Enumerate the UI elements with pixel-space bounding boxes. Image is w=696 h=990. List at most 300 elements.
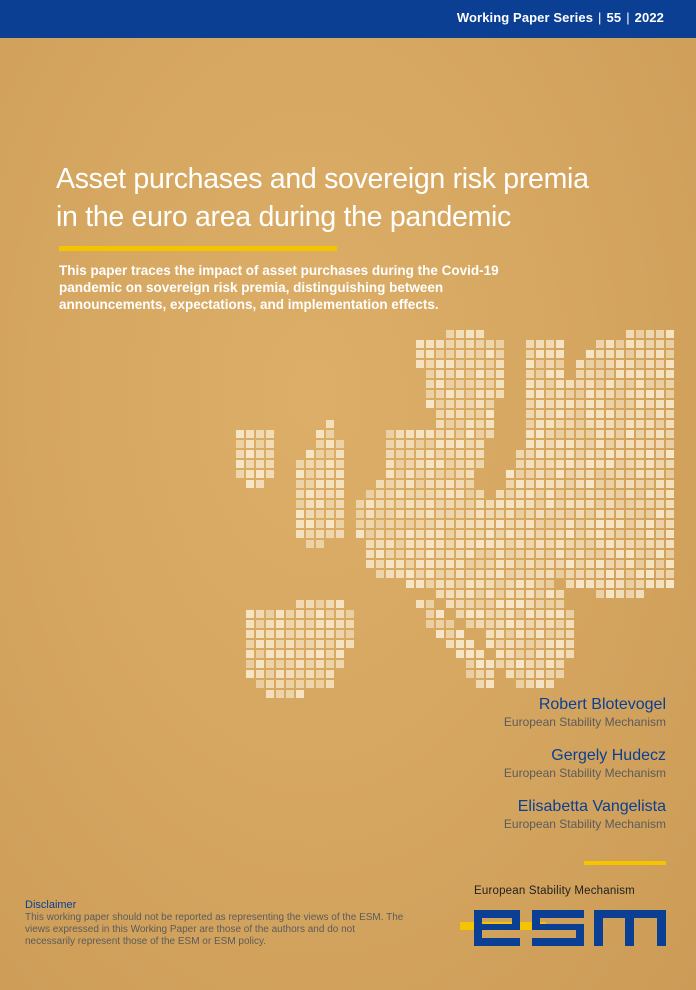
map-dot [476, 400, 484, 408]
map-dot [456, 410, 464, 418]
map-dot [536, 580, 544, 588]
map-dot [326, 520, 334, 528]
map-dot [316, 470, 324, 478]
map-dot [246, 450, 254, 458]
map-dot [506, 610, 514, 618]
map-dot [576, 570, 584, 578]
map-dot [266, 690, 274, 698]
map-dot [416, 350, 424, 358]
map-dot [586, 390, 594, 398]
map-dot [596, 490, 604, 498]
map-dot [436, 540, 444, 548]
map-dot [666, 340, 674, 348]
map-dot [556, 400, 564, 408]
map-dot [586, 360, 594, 368]
map-dot [646, 470, 654, 478]
map-dot [396, 460, 404, 468]
map-dot [276, 620, 284, 628]
map-dot [596, 590, 604, 598]
map-dot [486, 560, 494, 568]
map-dot [566, 640, 574, 648]
map-dot [546, 520, 554, 528]
map-dot [316, 460, 324, 468]
map-dot [436, 440, 444, 448]
map-dot [556, 570, 564, 578]
map-dot [356, 520, 364, 528]
map-dot [516, 510, 524, 518]
title-underline [59, 246, 337, 251]
map-dot [486, 400, 494, 408]
map-dot [246, 470, 254, 478]
map-dot [426, 390, 434, 398]
map-dot [536, 430, 544, 438]
map-dot [446, 600, 454, 608]
map-dot [496, 640, 504, 648]
map-dot [476, 540, 484, 548]
map-dot [446, 620, 454, 628]
map-dot [666, 560, 674, 568]
map-dot [646, 410, 654, 418]
series-name: Working Paper Series [456, 10, 594, 25]
map-dot [426, 480, 434, 488]
map-dot [476, 560, 484, 568]
map-dot [476, 460, 484, 468]
map-dot [566, 430, 574, 438]
map-dot [516, 650, 524, 658]
map-dot [436, 390, 444, 398]
map-dot [616, 550, 624, 558]
map-dot [516, 680, 524, 688]
map-dot [276, 670, 284, 678]
map-dot [306, 670, 314, 678]
map-dot [546, 530, 554, 538]
map-dot [426, 340, 434, 348]
map-dot [336, 470, 344, 478]
map-dot [386, 510, 394, 518]
map-dot [526, 400, 534, 408]
map-dot [406, 500, 414, 508]
map-dot [316, 530, 324, 538]
map-dot [256, 660, 264, 668]
map-dot [586, 530, 594, 538]
map-dot [656, 430, 664, 438]
map-dot [506, 660, 514, 668]
map-dot [326, 680, 334, 688]
map-dot [636, 460, 644, 468]
map-dot [466, 600, 474, 608]
map-dot [526, 430, 534, 438]
map-dot [306, 640, 314, 648]
map-dot [456, 390, 464, 398]
map-dot [666, 530, 674, 538]
map-dot [396, 510, 404, 518]
map-dot [436, 510, 444, 518]
map-dot [486, 380, 494, 388]
map-dot [646, 560, 654, 568]
map-dot [236, 470, 244, 478]
map-dot [526, 340, 534, 348]
map-dot [596, 440, 604, 448]
map-dot [616, 390, 624, 398]
map-dot [616, 450, 624, 458]
map-dot [606, 480, 614, 488]
map-dot [436, 420, 444, 428]
map-dot [386, 470, 394, 478]
map-dot [656, 470, 664, 478]
map-dot [536, 530, 544, 538]
map-dot [426, 510, 434, 518]
map-dot [256, 480, 264, 488]
map-dot [636, 330, 644, 338]
map-dot [426, 490, 434, 498]
map-dot [646, 540, 654, 548]
map-dot [546, 570, 554, 578]
map-dot [286, 670, 294, 678]
map-dot [576, 420, 584, 428]
map-dot [666, 580, 674, 588]
map-dot [506, 560, 514, 568]
map-dot [586, 430, 594, 438]
map-dot [546, 620, 554, 628]
map-dot [646, 430, 654, 438]
map-dot [246, 630, 254, 638]
map-dot [556, 510, 564, 518]
map-dot [296, 640, 304, 648]
map-dot [636, 590, 644, 598]
map-dot [466, 510, 474, 518]
map-dot [666, 440, 674, 448]
map-dot [246, 620, 254, 628]
map-dot [516, 630, 524, 638]
map-dot [476, 360, 484, 368]
map-dot [566, 550, 574, 558]
map-dot [656, 420, 664, 428]
map-dot [256, 670, 264, 678]
map-dot [356, 530, 364, 538]
map-dot [626, 410, 634, 418]
map-dot [476, 410, 484, 418]
map-dot [596, 530, 604, 538]
author-underline [584, 861, 666, 865]
map-dot [576, 520, 584, 528]
map-dot [636, 400, 644, 408]
map-dot [626, 580, 634, 588]
map-dot [286, 680, 294, 688]
map-dot [486, 500, 494, 508]
map-dot [296, 660, 304, 668]
map-dot [556, 670, 564, 678]
map-dot [536, 420, 544, 428]
map-dot [296, 650, 304, 658]
map-dot [326, 480, 334, 488]
map-dot [526, 630, 534, 638]
map-dot [566, 630, 574, 638]
map-dot [256, 610, 264, 618]
map-dot [316, 430, 324, 438]
map-dot [606, 500, 614, 508]
map-dot [396, 500, 404, 508]
map-dot [586, 550, 594, 558]
map-dot [466, 460, 474, 468]
map-dot [436, 490, 444, 498]
map-dot [586, 480, 594, 488]
map-dot [486, 510, 494, 518]
map-dot [666, 410, 674, 418]
map-dot [446, 460, 454, 468]
map-dot [416, 530, 424, 538]
map-dot [596, 450, 604, 458]
map-dot [616, 500, 624, 508]
map-dot [526, 570, 534, 578]
map-dot [466, 530, 474, 538]
map-dot [366, 520, 374, 528]
map-dot [586, 570, 594, 578]
map-dot [496, 530, 504, 538]
map-dot [306, 630, 314, 638]
map-dot [436, 460, 444, 468]
map-dot [446, 450, 454, 458]
map-dot [656, 450, 664, 458]
map-dot [596, 540, 604, 548]
map-dot [416, 540, 424, 548]
map-dot [306, 510, 314, 518]
map-dot [336, 630, 344, 638]
map-dot [476, 350, 484, 358]
map-dot [426, 400, 434, 408]
map-dot [596, 380, 604, 388]
map-dot [456, 440, 464, 448]
map-dot [616, 480, 624, 488]
map-dot [516, 530, 524, 538]
map-dot [326, 450, 334, 458]
map-dot [646, 400, 654, 408]
map-dot [326, 640, 334, 648]
map-dot [466, 410, 474, 418]
map-dot [366, 490, 374, 498]
map-dot [646, 360, 654, 368]
map-dot [266, 440, 274, 448]
map-dot [526, 560, 534, 568]
map-dot [626, 510, 634, 518]
map-dot [636, 420, 644, 428]
map-dot [546, 670, 554, 678]
map-dot [596, 430, 604, 438]
map-dot [556, 380, 564, 388]
map-dot [526, 580, 534, 588]
map-dot [436, 630, 444, 638]
map-dot [576, 440, 584, 448]
map-dot [306, 460, 314, 468]
map-dot [546, 460, 554, 468]
map-dot [466, 390, 474, 398]
map-dot [636, 440, 644, 448]
map-dot [236, 460, 244, 468]
map-dot [526, 490, 534, 498]
map-dot [546, 630, 554, 638]
map-dot [636, 370, 644, 378]
map-dot [306, 500, 314, 508]
map-dot [316, 680, 324, 688]
map-dot [366, 560, 374, 568]
map-dot [566, 500, 574, 508]
map-dot [426, 560, 434, 568]
map-dot [446, 640, 454, 648]
map-dot [546, 440, 554, 448]
map-dot [466, 370, 474, 378]
map-dot [426, 540, 434, 548]
map-dot [516, 620, 524, 628]
series-year: 2022 [634, 10, 664, 25]
map-dot [666, 450, 674, 458]
map-dot [376, 490, 384, 498]
map-dot [276, 650, 284, 658]
map-dot [316, 630, 324, 638]
map-dot [616, 360, 624, 368]
map-dot [336, 480, 344, 488]
map-dot [546, 600, 554, 608]
map-dot [576, 390, 584, 398]
map-dot [306, 660, 314, 668]
map-dot [446, 540, 454, 548]
map-dot [466, 360, 474, 368]
author-affiliation: European Stability Mechanism [503, 766, 666, 780]
map-dot [396, 540, 404, 548]
map-dot [516, 600, 524, 608]
map-dot [306, 470, 314, 478]
map-dot [646, 520, 654, 528]
map-dot [466, 420, 474, 428]
map-dot [596, 400, 604, 408]
map-dot [506, 580, 514, 588]
map-dot [526, 360, 534, 368]
map-dot [386, 520, 394, 528]
map-dot [416, 560, 424, 568]
map-dot [546, 560, 554, 568]
map-dot [446, 590, 454, 598]
map-dot [456, 470, 464, 478]
map-dot [396, 520, 404, 528]
map-dot [386, 450, 394, 458]
map-dot [306, 450, 314, 458]
map-dot [616, 470, 624, 478]
map-dot [526, 500, 534, 508]
map-dot [506, 650, 514, 658]
map-dot [526, 680, 534, 688]
map-dot [496, 360, 504, 368]
map-dot [516, 670, 524, 678]
map-dot [546, 540, 554, 548]
map-dot [336, 460, 344, 468]
map-dot [626, 460, 634, 468]
map-dot [446, 630, 454, 638]
map-dot [386, 440, 394, 448]
map-dot [476, 330, 484, 338]
map-dot [666, 490, 674, 498]
map-dot [446, 330, 454, 338]
map-dot [426, 610, 434, 618]
map-dot [386, 460, 394, 468]
map-dot [666, 350, 674, 358]
map-dot [326, 500, 334, 508]
europe-pixel-map [236, 330, 676, 700]
map-dot [446, 490, 454, 498]
map-dot [616, 540, 624, 548]
map-dot [556, 530, 564, 538]
map-dot [526, 540, 534, 548]
map-dot [486, 610, 494, 618]
map-dot [506, 640, 514, 648]
map-dot [306, 680, 314, 688]
map-dot [526, 480, 534, 488]
map-dot [456, 640, 464, 648]
map-dot [456, 330, 464, 338]
map-dot [606, 540, 614, 548]
map-dot [666, 360, 674, 368]
map-dot [266, 620, 274, 628]
map-dot [586, 540, 594, 548]
map-dot [266, 470, 274, 478]
map-dot [376, 480, 384, 488]
map-dot [576, 490, 584, 498]
map-dot [636, 570, 644, 578]
map-dot [396, 550, 404, 558]
author-name: Robert Blotevogel [538, 696, 666, 713]
map-dot [606, 470, 614, 478]
map-dot [276, 640, 284, 648]
map-dot [476, 440, 484, 448]
map-dot [666, 500, 674, 508]
map-dot [436, 370, 444, 378]
map-dot [586, 580, 594, 588]
map-dot [526, 420, 534, 428]
map-dot [576, 460, 584, 468]
map-dot [506, 620, 514, 628]
disclaimer-title: Disclaimer [25, 899, 77, 911]
map-dot [566, 440, 574, 448]
map-dot [326, 620, 334, 628]
map-dot [466, 330, 474, 338]
map-dot [556, 390, 564, 398]
map-dot [526, 600, 534, 608]
map-dot [326, 650, 334, 658]
map-dot [396, 450, 404, 458]
author-name: Gergely Hudecz [551, 747, 666, 764]
map-dot [446, 420, 454, 428]
map-dot [526, 620, 534, 628]
map-dot [656, 520, 664, 528]
map-dot [606, 530, 614, 538]
map-dot [336, 530, 344, 538]
map-dot [656, 530, 664, 538]
map-dot [446, 500, 454, 508]
map-dot [376, 520, 384, 528]
map-dot [406, 550, 414, 558]
map-dot [606, 570, 614, 578]
map-dot [556, 460, 564, 468]
map-dot [346, 630, 354, 638]
map-dot [456, 530, 464, 538]
map-dot [386, 560, 394, 568]
map-dot [666, 470, 674, 478]
map-dot [646, 440, 654, 448]
map-dot [556, 440, 564, 448]
map-dot [256, 440, 264, 448]
map-dot [566, 480, 574, 488]
map-dot [326, 660, 334, 668]
map-dot [526, 460, 534, 468]
map-dot [326, 490, 334, 498]
map-dot [486, 370, 494, 378]
